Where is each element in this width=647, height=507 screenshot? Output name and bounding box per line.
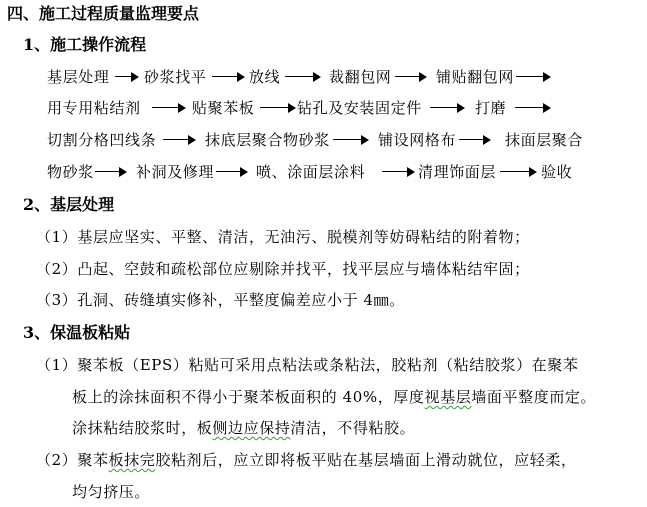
flow-step: 物砂浆 [47,163,94,181]
flow-step: 钻孔及安装固定件 [297,99,422,117]
flow-step: 铺贴翻包网 [436,68,515,86]
list-item: （2）凸起、空鼓和疏松部位应剔除并找平，找平层应与墙体粘结牢固； [36,260,530,278]
arrow-icon [430,103,465,113]
flow-step: 补洞及修理 [136,163,215,181]
flow-step: 切割分格凹线条 [47,131,157,149]
section-3-title: 3、保温板粘贴 [23,323,131,342]
list-item-continuation: 均匀挤压。 [72,483,151,501]
spellcheck-underline-text: 侧边应保持 [212,419,291,437]
text-run: 板上的涂抹面积不得小于聚苯板面积的 40%，厚度 [72,388,425,406]
text-run: 清洁，不得粘胶。 [290,419,416,437]
list-item: （3）孔洞、砖缝填实修补，平整度偏差应小于 4㎜。 [36,291,405,309]
arrow-icon [216,167,248,177]
arrow-icon [285,72,321,82]
text-run: 涂抹粘结胶浆时，板 [72,419,213,437]
flow-step: 抹面层聚合 [505,131,584,149]
flow-step: 打磨 [475,99,507,117]
section-1-title: 1、施工操作流程 [23,35,147,54]
flow-step: 用专用粘结剂 [47,99,141,117]
arrow-icon [516,72,551,82]
flow-step: 贴聚苯板 [192,99,255,117]
flow-step: 放线 [249,68,281,86]
flow-step: 验收 [541,163,573,181]
list-item: （1）基层应坚实、平整、清洁，无油污、脱模剂等妨碍粘结的附着物； [36,228,530,246]
arrow-icon [95,167,127,177]
arrow-icon [212,72,245,82]
flow-step: 抹底层聚合物砂浆 [205,131,330,149]
list-item-continuation [72,388,596,406]
text-run: 胶粘剂后，应立即将板平贴在基层墙面上滑动就位，应轻柔， [155,451,577,469]
text-run: 墙面平整度而定。 [471,388,597,406]
arrow-icon [152,103,186,113]
flow-step: 清理饰面层 [418,163,497,181]
text-run: （2）聚苯 [36,451,109,469]
section-2-title: 2、基层处理 [23,195,115,214]
spellcheck-underline-text: 板抹完 [108,451,156,469]
arrow-icon [163,135,196,145]
list-item: （1）聚苯板（EPS）粘贴可采用点粘法或条粘法，胶粘剂（粘结胶浆）在聚苯 [36,356,579,374]
flow-step: 基层处理 [47,68,110,86]
flow-step: 裁翻包网 [329,68,392,86]
arrow-icon [115,72,139,82]
arrow-icon [333,135,369,145]
list-item [36,451,577,469]
arrow-icon [500,167,537,177]
spellcheck-underline-text: 视基层 [424,388,472,406]
list-item-continuation [72,419,415,437]
arrow-icon [382,167,415,177]
flow-step: 喷、涂面层涂料 [256,163,366,181]
arrow-icon [515,103,551,113]
arrow-icon [260,103,296,113]
arrow-icon [395,72,427,82]
arrow-icon [459,135,491,145]
main-heading: 四、施工过程质量监理要点 [7,4,200,23]
flow-step: 砂浆找平 [144,68,207,86]
flow-step: 铺设网格布 [378,131,457,149]
